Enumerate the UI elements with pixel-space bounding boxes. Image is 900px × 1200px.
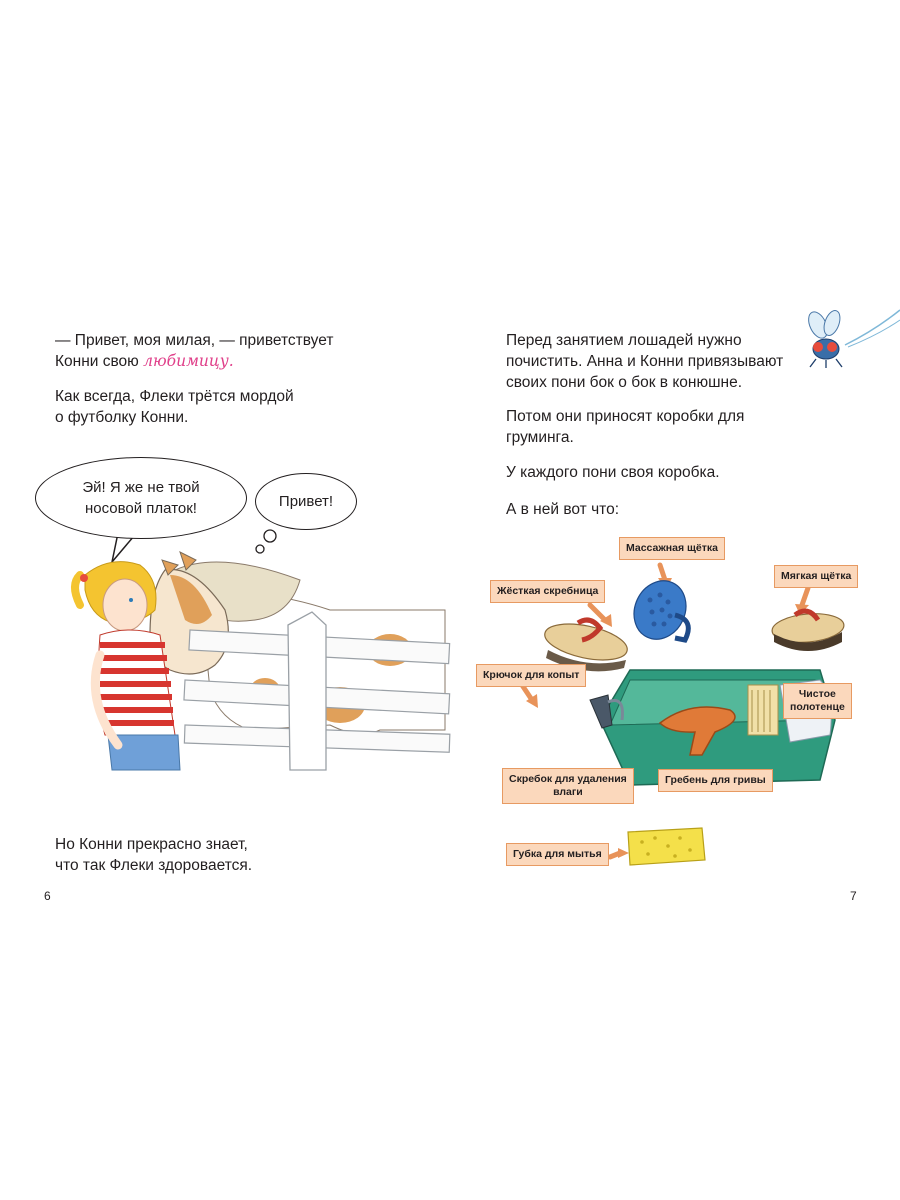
rub-line-2: о футболку Конни.: [55, 409, 189, 426]
fly-icon: [800, 305, 900, 375]
para3: У каждого пони своя коробка.: [506, 464, 720, 481]
label-hoof-pick: Крючок для копыт: [476, 664, 586, 687]
thought-bubble: Привет!: [255, 473, 357, 530]
label-soft-brush: Мягкая щётка: [774, 565, 858, 588]
greeting-line-1: — Привет, моя милая, — приветствует: [55, 332, 334, 349]
label-mane-comb: Гребень для гривы: [658, 769, 773, 792]
para2-line-2: груминга.: [506, 429, 574, 446]
label-massage-brush: Массажная щётка: [619, 537, 725, 560]
para1-line-2: почистить. Анна и Конни привязывают: [506, 353, 784, 370]
para4: А в ней вот что:: [506, 501, 620, 518]
label-clean-towel: Чистое полотенце: [783, 683, 852, 719]
handwritten-word: любимицу.: [143, 352, 234, 370]
closing-line-1: Но Конни прекрасно знает,: [55, 836, 248, 853]
page-number-left: 6: [44, 889, 51, 903]
para1-line-1: Перед занятием лошадей нужно: [506, 332, 742, 349]
para2-line-1: Потом они приносят коробки для: [506, 408, 745, 425]
page-number-right: 7: [850, 889, 857, 903]
para1-line-3: своих пони бок о бок в конюшне.: [506, 374, 743, 391]
greeting-line-2: [55, 351, 234, 372]
greeting-line-2-prefix: Конни свою: [55, 353, 139, 370]
closing-line-2: что так Флеки здоровается.: [55, 857, 253, 874]
label-stiff-brush: Жёсткая скребница: [490, 580, 605, 603]
right-page: [450, 0, 900, 1200]
speech-bubble: Эй! Я же не твой носовой платок!: [35, 457, 247, 539]
label-sweat-scraper: Скребок для удаления влаги: [502, 768, 634, 804]
rub-line-1: Как всегда, Флеки трётся мордой: [55, 388, 294, 405]
label-sponge: Губка для мытья: [506, 843, 609, 866]
